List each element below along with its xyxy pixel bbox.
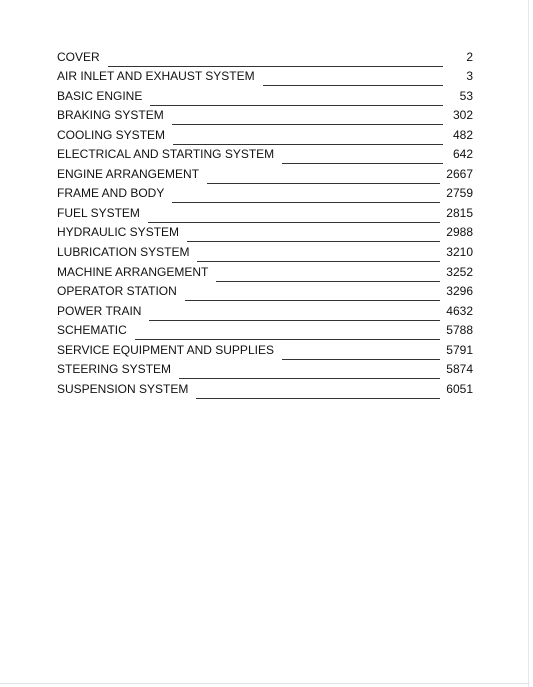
page-edge	[528, 0, 529, 687]
toc-entry-page[interactable]: 3252	[446, 264, 473, 279]
toc-entry-title[interactable]: COVER	[57, 49, 100, 64]
toc-leader-line	[187, 241, 440, 242]
toc-entry-page[interactable]: 5788	[446, 323, 473, 338]
toc-entry-page[interactable]: 482	[452, 127, 473, 142]
toc-entry-title[interactable]: SCHEMATIC	[57, 323, 127, 338]
toc-entry-page[interactable]: 3296	[446, 284, 473, 299]
toc-entry-title[interactable]: BASIC ENGINE	[57, 88, 143, 103]
toc-leader-line	[282, 359, 440, 360]
toc-entry-cover[interactable]	[57, 44, 473, 64]
toc-entry-page[interactable]: 5791	[446, 342, 473, 357]
toc-leader-line	[196, 398, 440, 399]
toc-leader-line	[207, 183, 440, 184]
toc-entry-page[interactable]: 302	[452, 108, 473, 123]
toc-entry-title[interactable]: POWER TRAIN	[57, 303, 142, 318]
toc-entry-title[interactable]: ELECTRICAL AND STARTING SYSTEM	[57, 147, 275, 162]
toc-leader-line	[282, 163, 443, 164]
toc-entry-page[interactable]: 2667	[446, 166, 473, 181]
toc-leader-line	[172, 124, 443, 125]
toc-entry-title[interactable]: SUSPENSION SYSTEM	[57, 381, 189, 396]
toc-leader-line	[179, 378, 440, 379]
toc-entry-page[interactable]: 2815	[446, 205, 473, 220]
toc-leader-line	[150, 105, 443, 106]
toc-entry-title[interactable]: OPERATOR STATION	[57, 284, 177, 299]
toc-entry-title[interactable]: FRAME AND BODY	[57, 186, 165, 201]
toc-leader-line	[135, 339, 441, 340]
toc-entry-title[interactable]: SERVICE EQUIPMENT AND SUPPLIES	[57, 342, 274, 357]
toc-entry-title[interactable]: FUEL SYSTEM	[57, 205, 140, 220]
toc-entry-page[interactable]: 2988	[446, 225, 473, 240]
toc-entry-title[interactable]: MACHINE ARRANGEMENT	[57, 264, 209, 279]
table-of-contents	[57, 44, 473, 396]
toc-leader-line	[263, 85, 443, 86]
toc-leader-line	[173, 144, 443, 145]
toc-entry-title[interactable]: BRAKING SYSTEM	[57, 108, 164, 123]
toc-entry-title[interactable]: COOLING SYSTEM	[57, 127, 166, 142]
toc-entry-title[interactable]: ENGINE ARRANGEMENT	[57, 166, 200, 181]
toc-entry-page[interactable]: 642	[452, 147, 473, 162]
toc-entry-page[interactable]: 2759	[446, 186, 473, 201]
toc-entry-page[interactable]: 2	[466, 49, 473, 64]
toc-leader-line	[149, 320, 440, 321]
toc-entry-page[interactable]: 6051	[446, 381, 473, 396]
toc-entry-title[interactable]: AIR INLET AND EXHAUST SYSTEM	[57, 69, 255, 84]
toc-leader-line	[185, 300, 441, 301]
toc-entry-title[interactable]: LUBRICATION SYSTEM	[57, 245, 190, 260]
toc-entry-page[interactable]: 3	[466, 69, 473, 84]
toc-leader-line	[148, 222, 440, 223]
toc-leader-line	[108, 66, 443, 67]
toc-entry-page[interactable]: 53	[459, 88, 473, 103]
toc-leader-line	[197, 261, 440, 262]
toc-entry-page[interactable]: 5874	[446, 362, 473, 377]
toc-entry-page[interactable]: 3210	[446, 245, 473, 260]
page-edge	[0, 683, 530, 684]
toc-leader-line	[172, 202, 440, 203]
toc-leader-line	[216, 281, 440, 282]
toc-entry-title[interactable]: STEERING SYSTEM	[57, 362, 172, 377]
toc-entry-page[interactable]: 4632	[446, 303, 473, 318]
toc-entry-title[interactable]: HYDRAULIC SYSTEM	[57, 225, 180, 240]
